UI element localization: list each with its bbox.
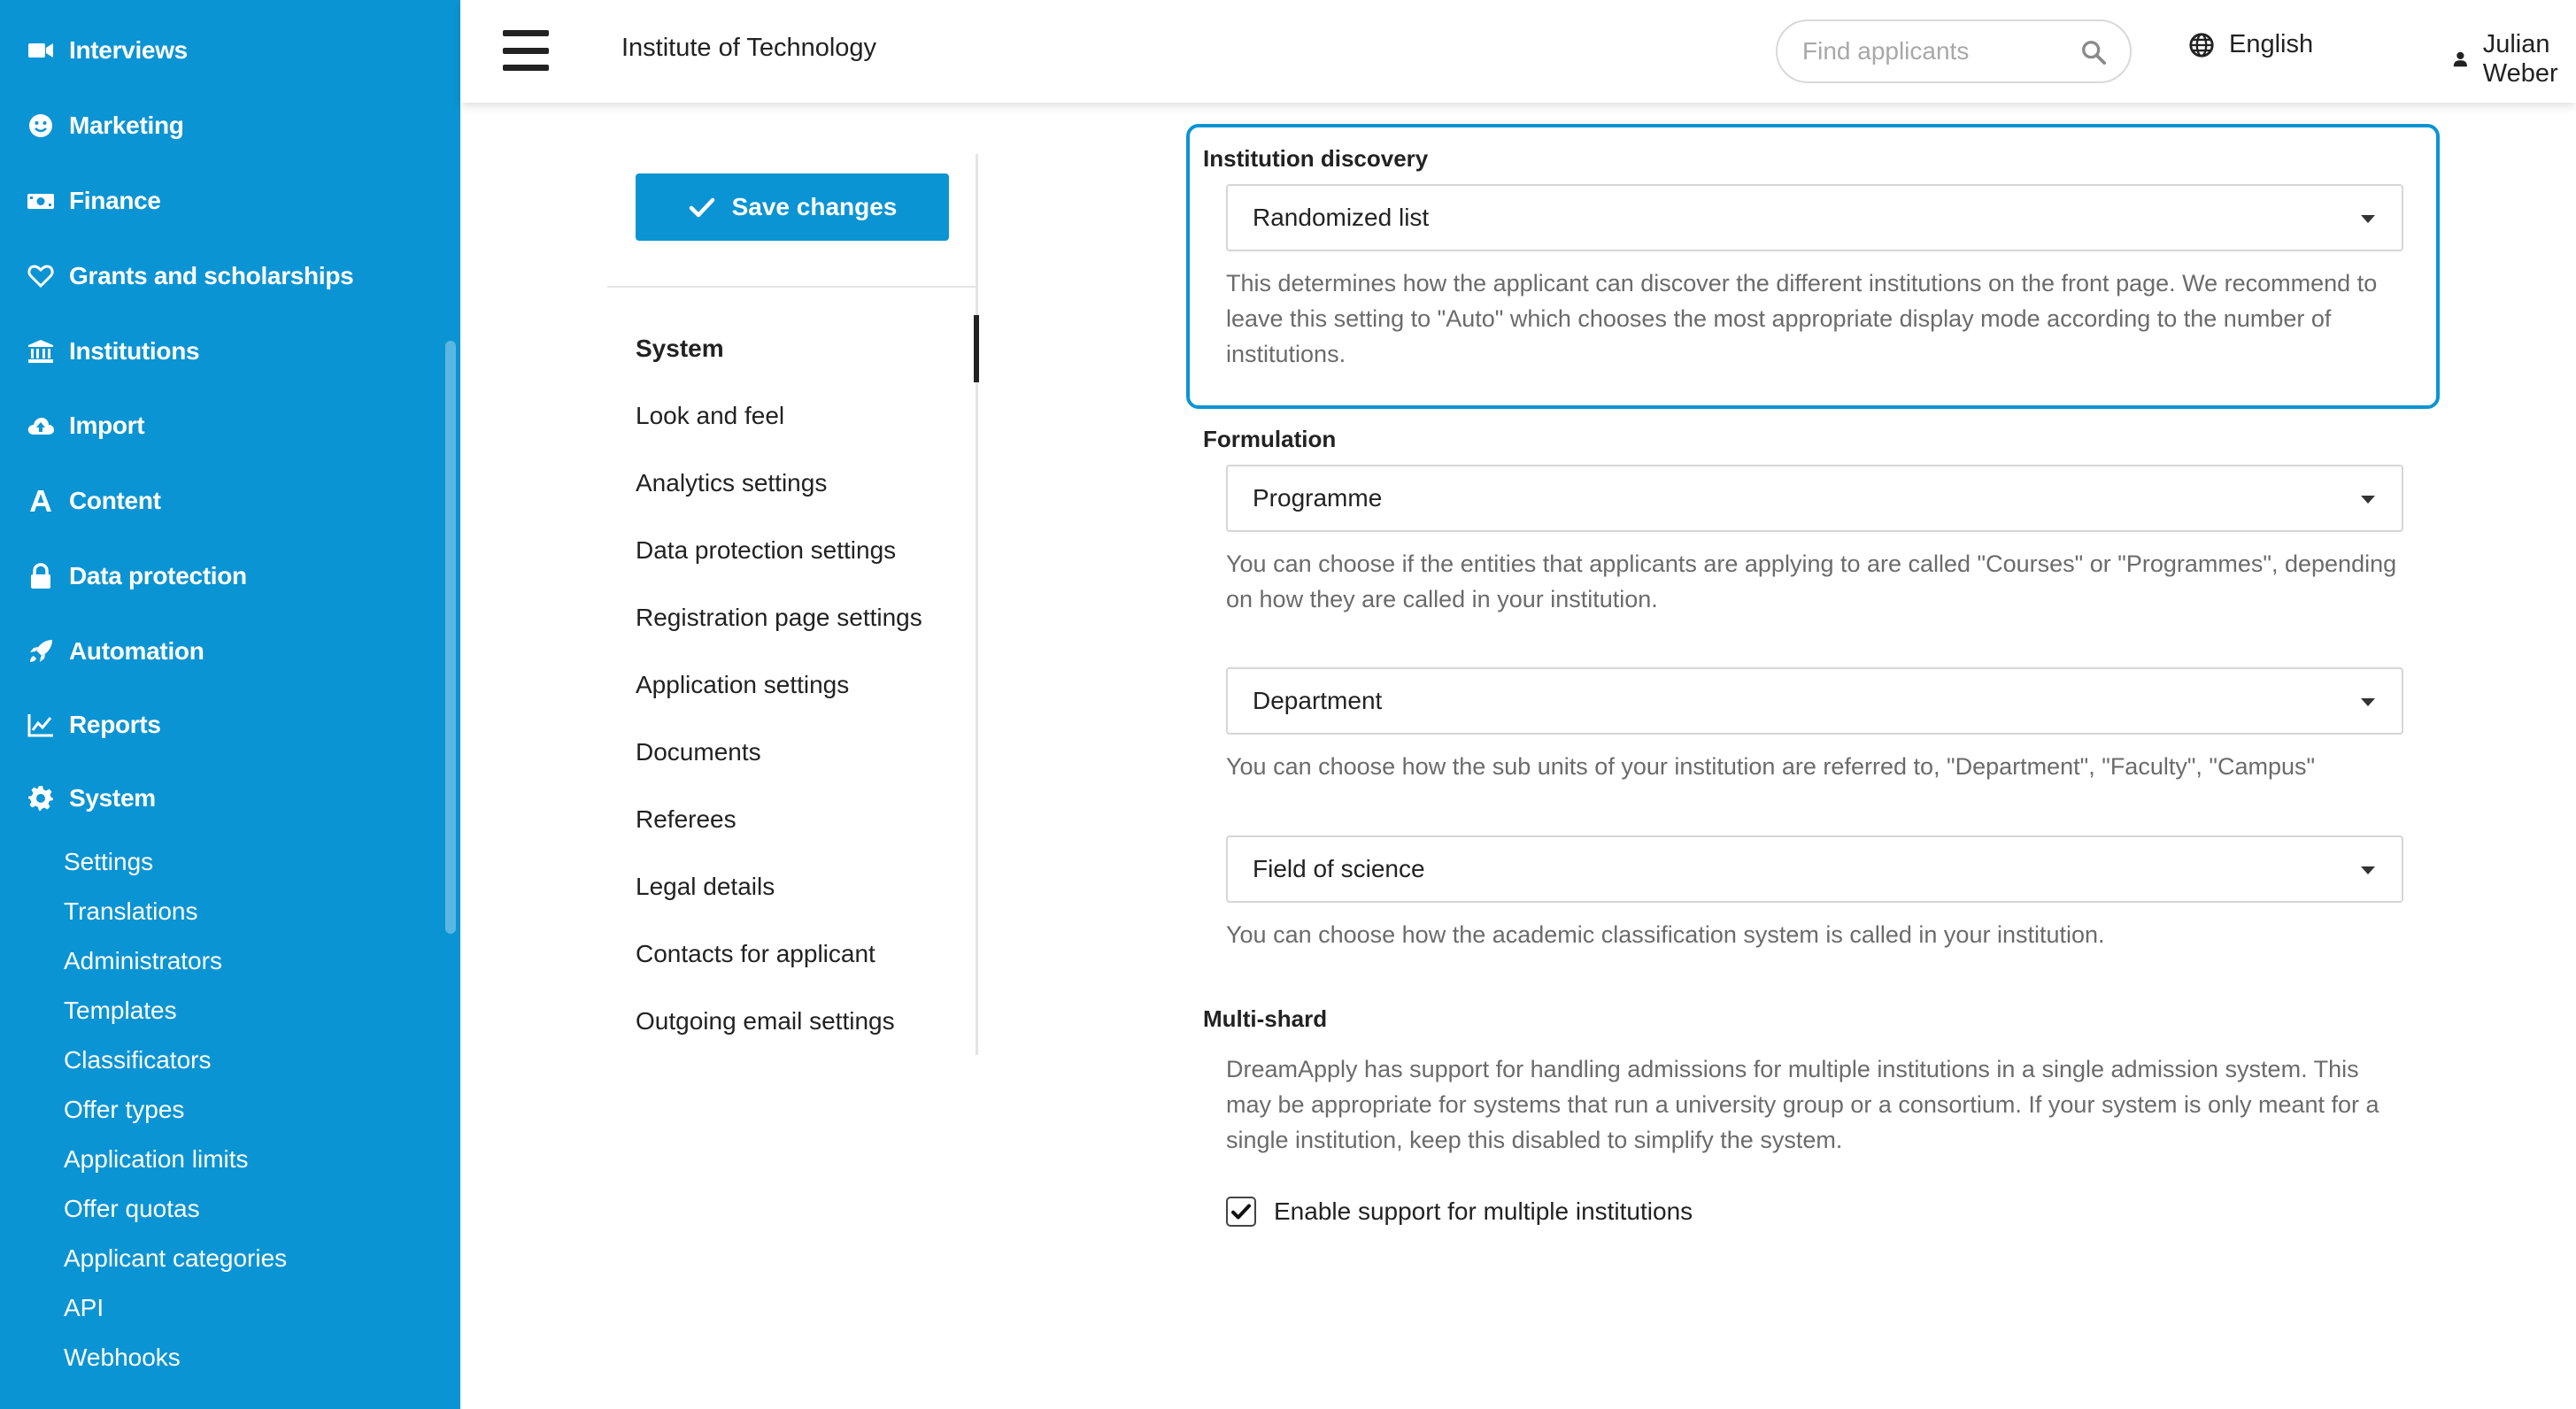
programme-formulation-select[interactable]: [1226, 465, 2403, 532]
institution-discovery-label: Institution discovery: [1203, 145, 1429, 172]
sidebar-subitem-api[interactable]: API: [64, 1294, 104, 1321]
multishard-checkbox-row[interactable]: [1226, 1197, 1693, 1227]
rocket-icon: [25, 635, 57, 667]
heart-icon: [25, 260, 57, 292]
institution-discovery-value: Randomized list: [1253, 204, 1430, 231]
sidebar-item-label: Marketing: [69, 112, 184, 139]
caret-down-icon: [2361, 215, 2375, 223]
language-label: English: [2229, 30, 2314, 58]
save-button[interactable]: [636, 173, 949, 241]
sidebar-item-interviews[interactable]: [25, 24, 188, 77]
caret-down-icon: [2361, 496, 2375, 504]
sidebar-subitem-administrators[interactable]: Administrators: [64, 947, 222, 974]
sidebar-item-marketing[interactable]: [25, 99, 184, 152]
sidebar-item-label: Reports: [69, 711, 161, 738]
sidebar-item-label: Grants and scholarships: [69, 262, 354, 289]
sidebar-subitem-classificators[interactable]: Classificators: [64, 1046, 212, 1074]
settings-nav-active-indicator: [974, 315, 979, 382]
globe-icon: [2188, 32, 2215, 58]
top-bar: [460, 0, 2576, 103]
multishard-label: Multi-shard: [1203, 1005, 1328, 1032]
cloud-upload-icon: [25, 410, 57, 442]
sidebar-subitem-offer-quotas[interactable]: Offer quotas: [64, 1195, 200, 1222]
caret-down-icon: [2361, 866, 2375, 874]
settings-nav-documents[interactable]: Documents: [636, 738, 761, 766]
institution-discovery-select[interactable]: [1226, 184, 2403, 251]
sidebar-item-automation[interactable]: [25, 625, 204, 678]
multishard-checkbox-label: Enable support for multiple institutions: [1274, 1197, 1693, 1225]
search-box[interactable]: [1776, 19, 2132, 83]
user-menu[interactable]: [2452, 30, 2576, 89]
sidebar-item-reports[interactable]: [25, 698, 161, 751]
field-of-science-help: You can choose how the academic classification system is called in your institution.: [1226, 921, 2105, 948]
settings-nav-divider: [607, 286, 977, 288]
sidebar-item-grants[interactable]: [25, 250, 353, 303]
video-camera-icon: [25, 35, 57, 66]
institution-discovery-help: This determines how the applicant can discover the different institutions on the front page. We recommend to leave this setting to "Auto" which chooses the most appropriate display mode according to the number of institutions.: [1226, 270, 2378, 367]
settings-nav-legal-details[interactable]: Legal details: [636, 873, 775, 900]
smiley-icon: [25, 110, 57, 142]
sidebar-item-content[interactable]: [25, 474, 161, 527]
sidebar-scrollbar[interactable]: [445, 341, 456, 934]
lock-icon: [25, 560, 57, 592]
sidebar-subitem-translations[interactable]: Translations: [64, 897, 198, 925]
sidebar-item-label: Automation: [69, 637, 204, 665]
save-button-label: Save changes: [731, 193, 898, 220]
institution-icon: [25, 335, 57, 367]
programme-formulation-help: You can choose if the entities that applicants are applying to are called "Courses" or "Programmes", depending on how they are called in your institution.: [1226, 551, 2397, 612]
multishard-help: DreamApply has support for handling admissions for multiple institutions in a single admission system. This may be appropriate for systems that run a university group or a consortium. If your system is only meant for a single institution, keep this disabled to simplify the system.: [1226, 1056, 2379, 1153]
sidebar-item-label: Interviews: [69, 36, 188, 64]
settings-nav-system[interactable]: System: [636, 335, 724, 362]
sidebar-item-label: Data protection: [69, 562, 247, 589]
department-formulation-help: You can choose how the sub units of your institution are referred to, "Department", "Faculty", "Campus": [1226, 753, 2316, 780]
formulation-label: Formulation: [1203, 426, 1337, 452]
chart-line-icon: [25, 709, 57, 741]
settings-nav-referees[interactable]: Referees: [636, 805, 737, 833]
settings-nav-application[interactable]: Application settings: [636, 671, 850, 698]
hamburger-menu-icon[interactable]: [503, 30, 549, 71]
sidebar-item-label: System: [69, 784, 156, 812]
sidebar-item-import[interactable]: [25, 399, 144, 452]
settings-nav-contacts[interactable]: Contacts for applicant: [636, 940, 875, 967]
department-formulation-value: Department: [1253, 687, 1383, 714]
sidebar-subitem-templates[interactable]: Templates: [64, 997, 177, 1024]
sidebar: [0, 0, 460, 1409]
programme-formulation-value: Programme: [1253, 484, 1383, 512]
caret-down-icon: [2361, 698, 2375, 706]
user-icon: [2452, 46, 2469, 73]
sidebar-subitem-webhooks[interactable]: Webhooks: [64, 1344, 181, 1371]
sidebar-item-institutions[interactable]: [25, 325, 199, 378]
settings-nav-analytics[interactable]: Analytics settings: [636, 469, 828, 497]
settings-nav-border: [976, 154, 978, 1055]
sidebar-subitem-offer-types[interactable]: Offer types: [64, 1096, 185, 1123]
banknote-icon: [25, 185, 57, 217]
checkmark-icon: [1230, 1200, 1253, 1223]
language-selector[interactable]: [2188, 30, 2313, 59]
settings-nav-data-protection[interactable]: Data protection settings: [636, 536, 897, 564]
checkmark-icon: [688, 193, 716, 221]
sidebar-subitem-applicant-categories[interactable]: Applicant categories: [64, 1244, 288, 1272]
search-input[interactable]: [1802, 37, 2077, 65]
sidebar-item-label: Content: [69, 487, 161, 514]
sidebar-item-label: Import: [69, 412, 145, 439]
gear-icon: [25, 782, 57, 814]
search-icon[interactable]: [2080, 39, 2107, 65]
department-formulation-select[interactable]: [1226, 667, 2403, 735]
user-name: Julian Weber: [2482, 30, 2558, 88]
settings-nav-registration-page[interactable]: Registration page settings: [636, 604, 922, 631]
sidebar-item-finance[interactable]: [25, 174, 161, 227]
sidebar-item-system[interactable]: [25, 772, 156, 825]
sidebar-subitem-application-limits[interactable]: Application limits: [64, 1145, 249, 1173]
settings-nav-look-and-feel[interactable]: Look and feel: [636, 402, 785, 429]
sidebar-item-data-protection[interactable]: [25, 550, 247, 603]
settings-nav-outgoing-email[interactable]: Outgoing email settings: [636, 1007, 895, 1035]
letter-a-icon: [25, 485, 57, 517]
sidebar-subitem-settings[interactable]: Settings: [64, 848, 154, 875]
field-of-science-value: Field of science: [1253, 855, 1425, 882]
sidebar-item-label: Finance: [69, 187, 161, 214]
organization-name: Institute of Technology: [621, 34, 877, 62]
multishard-checkbox[interactable]: [1226, 1197, 1256, 1227]
field-of-science-select[interactable]: [1226, 835, 2403, 903]
sidebar-item-label: Institutions: [69, 337, 200, 365]
